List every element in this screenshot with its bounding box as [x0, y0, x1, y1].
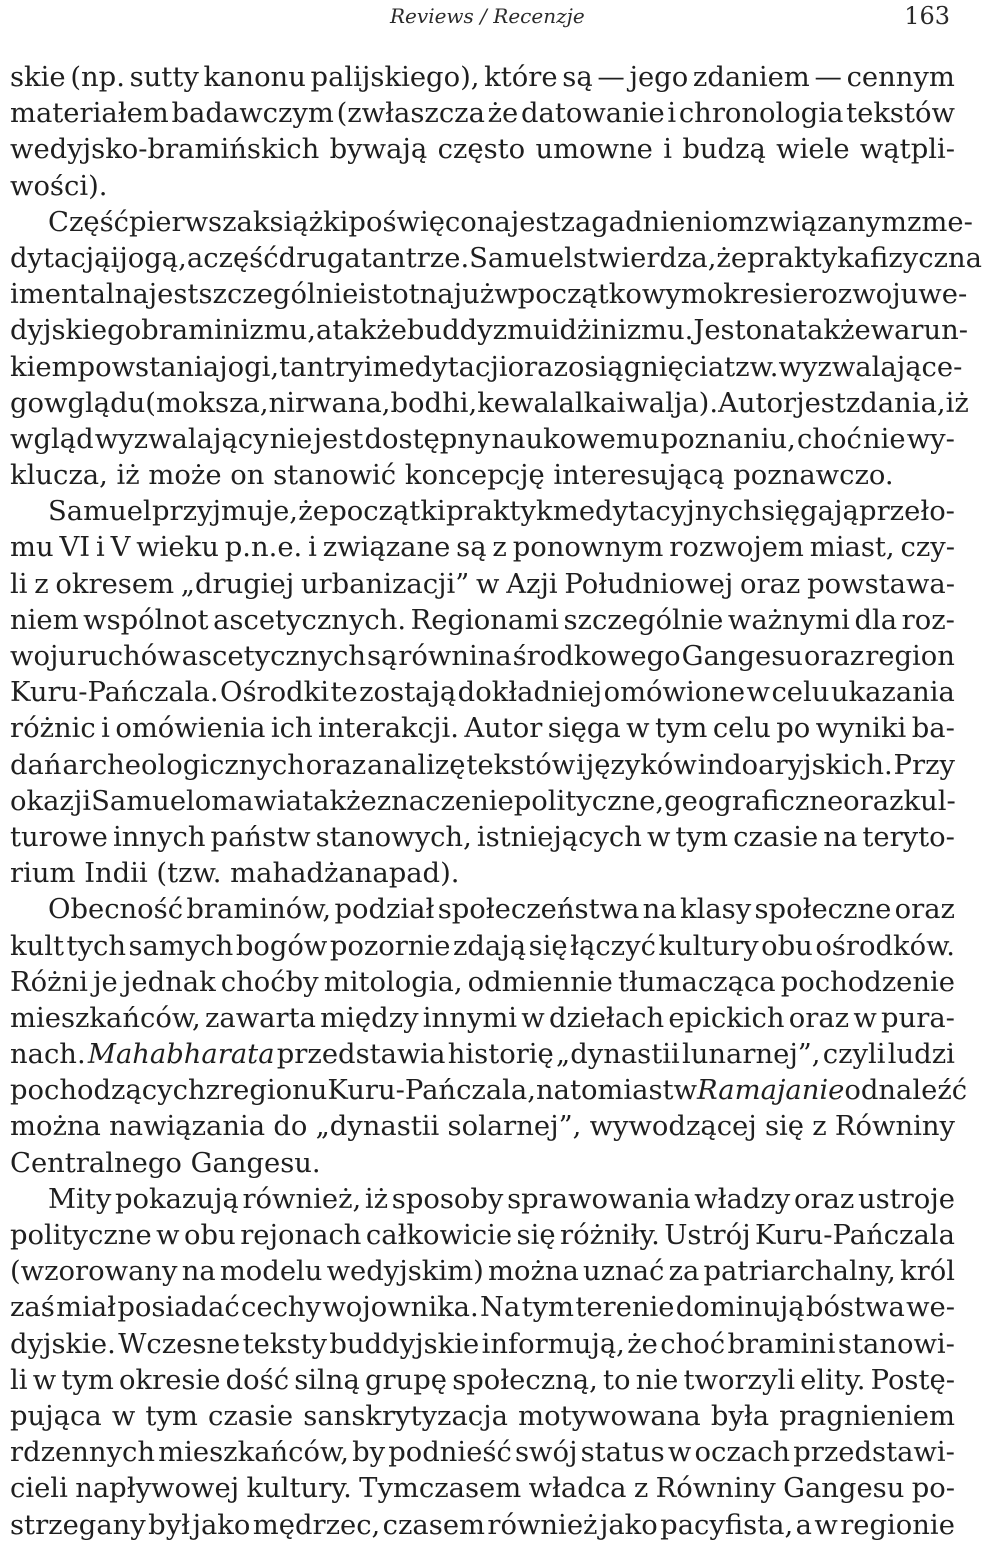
text-line: dytacją i jogą, a część druga tantrze. Samuel stwierdza, że praktyka fizyczna [10, 242, 982, 274]
text-line: można nawiązania do „dynastii solarnej”, wywodzącej się z Równiny [10, 1111, 955, 1143]
text-line: li z okresem „drugiej urbanizacji” w Azji Południowej oraz powstawa- [10, 568, 955, 600]
page-number: 163 [904, 2, 950, 30]
text-line: cieli napływowej kultury. Tymczasem władca z Równiny Gangesu po- [10, 1473, 955, 1505]
text-line: rdzennych mieszkańców, by podnieść swój status w oczach przedstawi- [10, 1437, 955, 1469]
text-line: Część pierwsza książki poświęcona jest zagadnieniom związanym z me- [48, 206, 973, 238]
text-line: nach. Mahabharata przedstawia historię „dynastii lunarnej”, czyli ludzi [10, 1039, 955, 1071]
text-line: kult tych samych bogów pozornie zdają się łączyć kultury obu ośrodków. [10, 930, 955, 962]
text-line: li w tym okresie dość silną grupę społeczną, to nie tworzyli elity. Postę- [10, 1364, 955, 1396]
text-line: skie (np. sutty kanonu palijskiego), które są — jego zdaniem — cennym [10, 62, 955, 93]
text-line: Obecność braminów, podział społeczeństwa na klasy społeczne oraz [48, 894, 955, 926]
text-line: pująca w tym czasie sanskrytyzacja motywowana była pragnieniem [10, 1400, 955, 1432]
body-text [10, 60, 982, 1544]
text-line: (wzorowany na modelu wedyjskim) można uznać za patriarchalny, król [10, 1256, 955, 1288]
text-line: Mity pokazują również, iż sposoby sprawowania władzy oraz ustroje [48, 1183, 955, 1215]
text-line: zaś miał posiadać cechy wojownika. Na tym terenie dominują bóstwa we- [10, 1292, 955, 1324]
running-head: Reviews / Recenzje [390, 4, 585, 28]
text-line: polityczne w obu rejonach całkowicie się różniły. Ustrój Kuru-Pańczala [10, 1220, 955, 1251]
text-line: Samuel przyjmuje, że początki praktyk medytacyjnych sięgają przeło- [48, 496, 955, 528]
text-line: klucza, iż może on stanowić koncepcję interesującą poznawczo. [10, 460, 894, 492]
text-line: kiem powstania jogi, tantry i medytacji oraz osiągnięcia tzw. wyzwalające- [10, 351, 963, 383]
text-line: wości). [10, 170, 108, 202]
text-line: różnic i omówienia ich interakcji. Autor sięga w tym celu po wyniki ba- [10, 713, 955, 745]
text-line: Kuru-Pańczala. Ośrodki te zostają dokładniej omówione w celu ukazania [10, 677, 955, 709]
text-line: dyjskie. Wczesne teksty buddyjskie informują, że choć bramini stanowi- [10, 1328, 955, 1360]
text-line: dań archeologicznych oraz analizę tekstów i języków indoaryjskich. Przy [10, 749, 955, 781]
text-line: wedyjsko-bramińskich bywają często umowne i budzą wiele wątpli- [10, 134, 955, 166]
text-line: strzegany był jako mędrzec, czasem również jako pacyfista, a w regionie [10, 1509, 955, 1541]
text-line: mieszkańców, zawarta między innymi w dziełach epickich oraz w pura- [10, 1002, 955, 1034]
text-line: woju ruchów ascetycznych są równina środkowego Gangesu oraz region [10, 641, 955, 672]
text-line: wgląd wyzwalający nie jest dostępny naukowemu poznaniu, choć nie wy- [10, 423, 955, 455]
text-line: Różni je jednak choćby mitologia, odmiennie tłumacząca pochodzenie [10, 966, 955, 998]
text-line: dyjskiego braminizmu, a także buddyzmu i dżinizmu. Jest ona także warun- [10, 315, 969, 347]
text-line: okazji Samuel omawia także znaczenie polityczne, geograficzne oraz kul- [10, 785, 956, 817]
text-line: i mentalna jest szczególnie istotna już w początkowym okresie rozwoju we- [10, 279, 968, 311]
text-line: niem wspólnot ascetycznych. Regionami szczególnie ważnymi dla roz- [10, 604, 955, 636]
text-line: materiałem badawczym (zwłaszcza że datowanie i chronologia tekstów [10, 98, 955, 130]
text-line: Centralnego Gangesu. [10, 1147, 321, 1179]
text-line: go wglądu (moksza, nirwana, bodhi, kewalal kaiwalja). Autor jest zdania, iż [10, 387, 969, 419]
text-line: rium Indii (tzw. mahadżanapad). [10, 858, 460, 890]
text-line: pochodzących z regionu Kuru-Pańczala, natomiast w Ramajanie odnaleźć [10, 1075, 968, 1107]
text-line: turowe innych państw stanowych, istniejących w tym czasie na teryto- [10, 821, 955, 853]
page-header [0, 0, 960, 40]
text-line: mu VI i V wieku p.n.e. i związane są z ponownym rozwojem miast, czy- [10, 532, 955, 564]
